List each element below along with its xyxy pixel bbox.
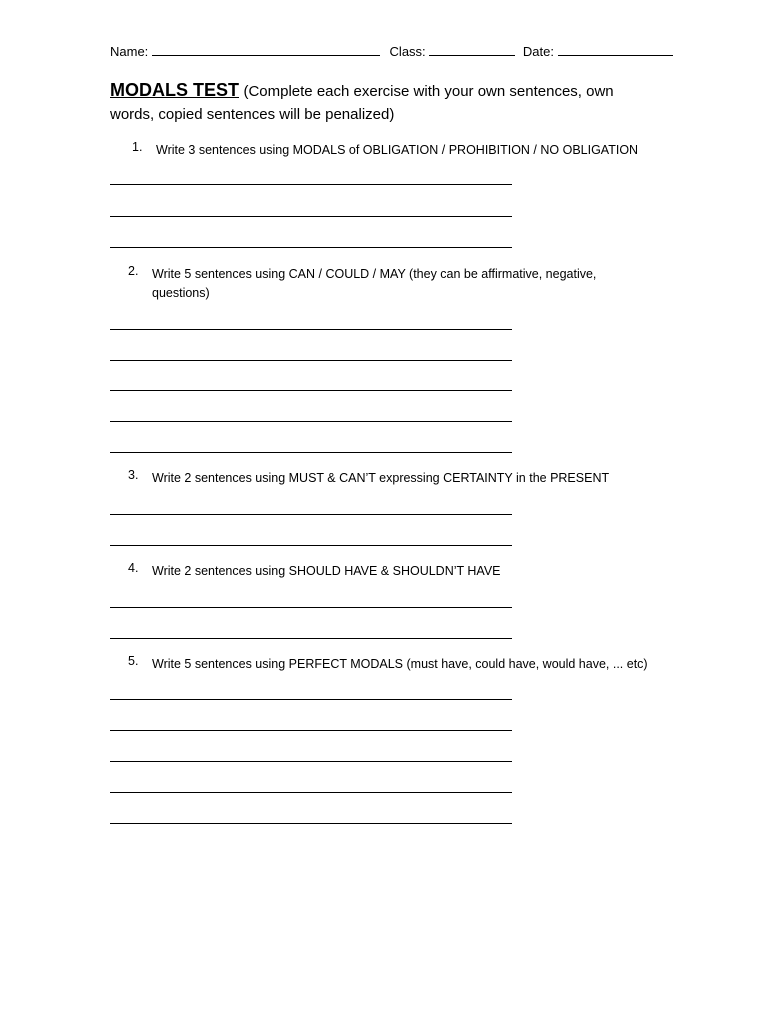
subtitle-line1: (Complete each exercise with your own sentences, own	[243, 83, 614, 100]
answer-line[interactable]	[110, 247, 512, 248]
answer-line[interactable]	[110, 792, 512, 793]
answer-line[interactable]	[110, 638, 512, 639]
date-label: Date:	[522, 44, 554, 59]
header-row	[110, 43, 673, 59]
answer-line[interactable]	[110, 421, 512, 422]
exercise-5	[128, 654, 688, 674]
exercise-number: 2.	[128, 264, 139, 278]
name-field[interactable]	[152, 43, 380, 56]
answer-line[interactable]	[110, 761, 512, 762]
exercise-text: Write 2 sentences using SHOULD HAVE & SHOULDN’T HAVE	[152, 564, 501, 578]
exercise-text: Write 5 sentences using PERFECT MODALS (must have, could have, would have, ... etc)	[152, 657, 648, 671]
title-row	[110, 80, 614, 101]
date-field[interactable]	[558, 43, 673, 56]
exercise-text: Write 3 sentences using MODALS of OBLIGATION / PROHIBITION / NO OBLIGATION	[156, 143, 639, 157]
answer-line[interactable]	[110, 184, 512, 185]
exercise-text-continued: questions)	[152, 286, 210, 300]
exercise-text: Write 5 sentences using CAN / COULD / MAY (they can be affirmative, negative,	[152, 267, 597, 281]
answer-line[interactable]	[110, 329, 512, 330]
name-label: Name:	[110, 44, 149, 59]
answer-line[interactable]	[110, 360, 512, 361]
exercise-text: Write 2 sentences using MUST & CAN’T expressing CERTAINTY in the PRESENT	[152, 471, 610, 485]
class-label: Class:	[389, 44, 426, 59]
answer-line[interactable]	[110, 216, 512, 217]
page-title: MODALS TEST	[110, 80, 239, 100]
answer-line[interactable]	[110, 545, 512, 546]
answer-line[interactable]	[110, 730, 512, 731]
answer-line[interactable]	[110, 699, 512, 700]
exercise-3	[128, 468, 648, 488]
exercise-number: 4.	[128, 561, 139, 575]
exercise-number: 3.	[128, 468, 139, 482]
answer-line[interactable]	[110, 823, 512, 824]
answer-line[interactable]	[110, 452, 512, 453]
exercise-number: 5.	[128, 654, 139, 668]
subtitle-line2: words, copied sentences will be penalized)	[110, 106, 395, 123]
answer-line[interactable]	[110, 514, 512, 515]
exercise-number: 1.	[132, 140, 143, 154]
class-field[interactable]	[429, 43, 515, 56]
answer-line[interactable]	[110, 390, 512, 391]
exercise-1	[132, 140, 652, 160]
exercise-4	[128, 561, 648, 581]
answer-line[interactable]	[110, 607, 512, 608]
exercise-2	[128, 264, 648, 304]
